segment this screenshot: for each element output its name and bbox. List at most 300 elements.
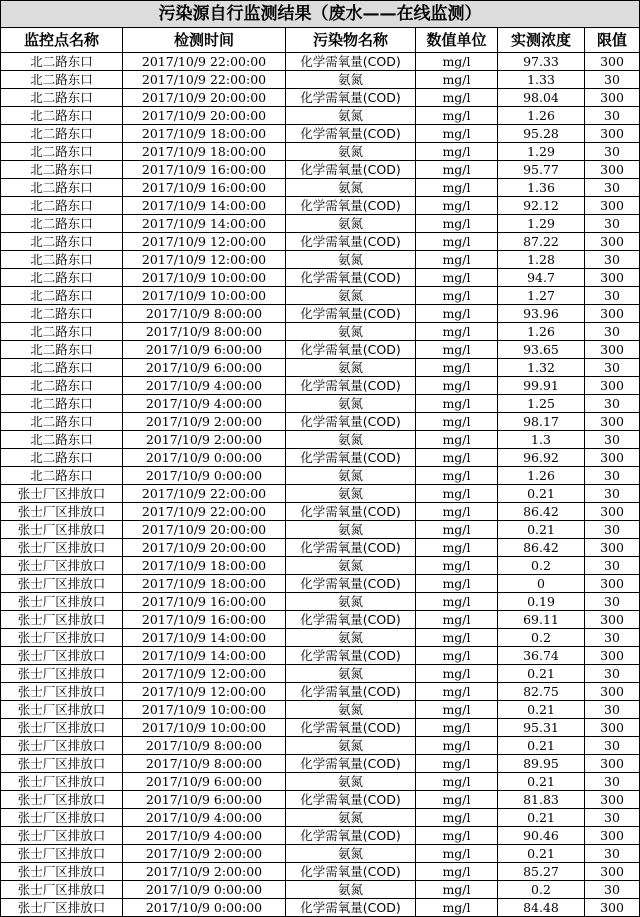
cell-unit: mg/l xyxy=(416,323,498,341)
header-pollutant: 污染物名称 xyxy=(286,28,416,53)
cell-limit: 30 xyxy=(585,179,640,197)
cell-site: 张士厂区排放口 xyxy=(1,755,123,773)
header-row xyxy=(1,28,640,53)
table-row xyxy=(1,629,640,647)
cell-value: 1.25 xyxy=(498,395,585,413)
cell-time: 2017/10/9 18:00:00 xyxy=(123,575,286,593)
cell-site: 张士厂区排放口 xyxy=(1,827,123,845)
table-row xyxy=(1,233,640,251)
cell-site: 张士厂区排放口 xyxy=(1,845,123,863)
table-row xyxy=(1,863,640,881)
cell-time: 2017/10/9 22:00:00 xyxy=(123,71,286,89)
cell-unit: mg/l xyxy=(416,377,498,395)
cell-pollutant: 氨氮 xyxy=(286,395,416,413)
cell-unit: mg/l xyxy=(416,701,498,719)
cell-unit: mg/l xyxy=(416,161,498,179)
table-row xyxy=(1,809,640,827)
table-row xyxy=(1,305,640,323)
cell-unit: mg/l xyxy=(416,863,498,881)
cell-value: 1.26 xyxy=(498,107,585,125)
cell-pollutant: 化学需氧量(COD) xyxy=(286,161,416,179)
cell-value: 0.21 xyxy=(498,845,585,863)
header-unit: 数值单位 xyxy=(416,28,498,53)
cell-limit: 300 xyxy=(585,125,640,143)
cell-limit: 300 xyxy=(585,233,640,251)
cell-unit: mg/l xyxy=(416,773,498,791)
cell-value: 0.21 xyxy=(498,665,585,683)
cell-time: 2017/10/9 4:00:00 xyxy=(123,377,286,395)
table-row xyxy=(1,683,640,701)
table-row xyxy=(1,431,640,449)
cell-site: 北二路东口 xyxy=(1,287,123,305)
cell-value: 98.17 xyxy=(498,413,585,431)
cell-site: 北二路东口 xyxy=(1,143,123,161)
cell-value: 95.31 xyxy=(498,719,585,737)
cell-time: 2017/10/9 8:00:00 xyxy=(123,323,286,341)
cell-pollutant: 氨氮 xyxy=(286,773,416,791)
cell-pollutant: 化学需氧量(COD) xyxy=(286,305,416,323)
cell-limit: 300 xyxy=(585,683,640,701)
cell-unit: mg/l xyxy=(416,125,498,143)
cell-value: 69.11 xyxy=(498,611,585,629)
cell-limit: 30 xyxy=(585,71,640,89)
cell-pollutant: 氨氮 xyxy=(286,665,416,683)
cell-site: 张士厂区排放口 xyxy=(1,629,123,647)
cell-pollutant: 化学需氧量(COD) xyxy=(286,539,416,557)
cell-value: 82.75 xyxy=(498,683,585,701)
cell-site: 张士厂区排放口 xyxy=(1,521,123,539)
cell-unit: mg/l xyxy=(416,719,498,737)
cell-unit: mg/l xyxy=(416,503,498,521)
cell-pollutant: 化学需氧量(COD) xyxy=(286,899,416,917)
cell-pollutant: 氨氮 xyxy=(286,287,416,305)
cell-time: 2017/10/9 2:00:00 xyxy=(123,845,286,863)
cell-pollutant: 氨氮 xyxy=(286,323,416,341)
cell-site: 张士厂区排放口 xyxy=(1,557,123,575)
cell-pollutant: 化学需氧量(COD) xyxy=(286,341,416,359)
cell-limit: 30 xyxy=(585,485,640,503)
cell-time: 2017/10/9 16:00:00 xyxy=(123,179,286,197)
cell-limit: 30 xyxy=(585,773,640,791)
cell-time: 2017/10/9 2:00:00 xyxy=(123,863,286,881)
cell-site: 张士厂区排放口 xyxy=(1,575,123,593)
table-row xyxy=(1,539,640,557)
cell-unit: mg/l xyxy=(416,431,498,449)
cell-pollutant: 化学需氧量(COD) xyxy=(286,647,416,665)
table-row xyxy=(1,899,640,917)
cell-time: 2017/10/9 16:00:00 xyxy=(123,161,286,179)
table-row xyxy=(1,251,640,269)
cell-limit: 30 xyxy=(585,881,640,899)
cell-pollutant: 氨氮 xyxy=(286,593,416,611)
cell-unit: mg/l xyxy=(416,251,498,269)
cell-time: 2017/10/9 12:00:00 xyxy=(123,683,286,701)
cell-site: 北二路东口 xyxy=(1,53,123,71)
cell-value: 1.3 xyxy=(498,431,585,449)
cell-pollutant: 化学需氧量(COD) xyxy=(286,827,416,845)
cell-unit: mg/l xyxy=(416,467,498,485)
cell-value: 1.36 xyxy=(498,179,585,197)
cell-value: 0.21 xyxy=(498,521,585,539)
cell-site: 北二路东口 xyxy=(1,161,123,179)
table-row xyxy=(1,89,640,107)
cell-value: 1.29 xyxy=(498,215,585,233)
cell-value: 0.2 xyxy=(498,557,585,575)
cell-unit: mg/l xyxy=(416,305,498,323)
table-row xyxy=(1,287,640,305)
cell-limit: 30 xyxy=(585,809,640,827)
cell-unit: mg/l xyxy=(416,107,498,125)
cell-unit: mg/l xyxy=(416,611,498,629)
cell-time: 2017/10/9 6:00:00 xyxy=(123,341,286,359)
cell-time: 2017/10/9 16:00:00 xyxy=(123,593,286,611)
cell-unit: mg/l xyxy=(416,593,498,611)
cell-limit: 30 xyxy=(585,629,640,647)
cell-time: 2017/10/9 10:00:00 xyxy=(123,719,286,737)
cell-limit: 300 xyxy=(585,161,640,179)
cell-value: 1.29 xyxy=(498,143,585,161)
cell-limit: 300 xyxy=(585,53,640,71)
cell-limit: 30 xyxy=(585,359,640,377)
cell-pollutant: 氨氮 xyxy=(286,845,416,863)
cell-unit: mg/l xyxy=(416,71,498,89)
cell-unit: mg/l xyxy=(416,791,498,809)
table-row xyxy=(1,323,640,341)
cell-time: 2017/10/9 6:00:00 xyxy=(123,359,286,377)
cell-value: 90.46 xyxy=(498,827,585,845)
table-row xyxy=(1,737,640,755)
cell-time: 2017/10/9 10:00:00 xyxy=(123,287,286,305)
cell-pollutant: 氨氮 xyxy=(286,557,416,575)
cell-time: 2017/10/9 16:00:00 xyxy=(123,611,286,629)
cell-value: 99.91 xyxy=(498,377,585,395)
cell-value: 93.65 xyxy=(498,341,585,359)
cell-pollutant: 化学需氧量(COD) xyxy=(286,719,416,737)
table-row xyxy=(1,485,640,503)
cell-value: 96.92 xyxy=(498,449,585,467)
cell-time: 2017/10/9 8:00:00 xyxy=(123,755,286,773)
cell-site: 北二路东口 xyxy=(1,305,123,323)
cell-pollutant: 氨氮 xyxy=(286,107,416,125)
cell-site: 张士厂区排放口 xyxy=(1,665,123,683)
cell-pollutant: 化学需氧量(COD) xyxy=(286,575,416,593)
cell-time: 2017/10/9 12:00:00 xyxy=(123,233,286,251)
table-row xyxy=(1,881,640,899)
cell-value: 1.26 xyxy=(498,323,585,341)
cell-site: 北二路东口 xyxy=(1,269,123,287)
cell-pollutant: 化学需氧量(COD) xyxy=(286,791,416,809)
cell-time: 2017/10/9 14:00:00 xyxy=(123,197,286,215)
cell-value: 92.12 xyxy=(498,197,585,215)
cell-site: 北二路东口 xyxy=(1,359,123,377)
cell-value: 0.2 xyxy=(498,881,585,899)
cell-limit: 30 xyxy=(585,251,640,269)
cell-unit: mg/l xyxy=(416,809,498,827)
cell-time: 2017/10/9 18:00:00 xyxy=(123,557,286,575)
cell-pollutant: 氨氮 xyxy=(286,809,416,827)
cell-value: 89.95 xyxy=(498,755,585,773)
cell-unit: mg/l xyxy=(416,683,498,701)
cell-site: 北二路东口 xyxy=(1,197,123,215)
cell-time: 2017/10/9 0:00:00 xyxy=(123,467,286,485)
header-limit: 限值 xyxy=(585,28,640,53)
table-row xyxy=(1,773,640,791)
cell-limit: 30 xyxy=(585,665,640,683)
cell-site: 北二路东口 xyxy=(1,323,123,341)
cell-unit: mg/l xyxy=(416,359,498,377)
cell-time: 2017/10/9 8:00:00 xyxy=(123,737,286,755)
header-time: 检测时间 xyxy=(123,28,286,53)
cell-value: 97.33 xyxy=(498,53,585,71)
table-row xyxy=(1,791,640,809)
cell-unit: mg/l xyxy=(416,647,498,665)
cell-limit: 30 xyxy=(585,593,640,611)
cell-pollutant: 化学需氧量(COD) xyxy=(286,53,416,71)
cell-pollutant: 氨氮 xyxy=(286,143,416,161)
cell-pollutant: 氨氮 xyxy=(286,521,416,539)
table-row xyxy=(1,377,640,395)
table-row xyxy=(1,197,640,215)
table-row xyxy=(1,179,640,197)
cell-pollutant: 氨氮 xyxy=(286,215,416,233)
cell-time: 2017/10/9 20:00:00 xyxy=(123,107,286,125)
table-row xyxy=(1,557,640,575)
cell-time: 2017/10/9 2:00:00 xyxy=(123,413,286,431)
cell-unit: mg/l xyxy=(416,269,498,287)
cell-unit: mg/l xyxy=(416,215,498,233)
cell-unit: mg/l xyxy=(416,575,498,593)
cell-time: 2017/10/9 14:00:00 xyxy=(123,647,286,665)
cell-time: 2017/10/9 14:00:00 xyxy=(123,629,286,647)
cell-pollutant: 化学需氧量(COD) xyxy=(286,125,416,143)
cell-site: 张士厂区排放口 xyxy=(1,773,123,791)
cell-site: 张士厂区排放口 xyxy=(1,791,123,809)
cell-limit: 300 xyxy=(585,755,640,773)
cell-limit: 300 xyxy=(585,719,640,737)
cell-time: 2017/10/9 22:00:00 xyxy=(123,485,286,503)
cell-time: 2017/10/9 20:00:00 xyxy=(123,521,286,539)
cell-limit: 300 xyxy=(585,611,640,629)
cell-pollutant: 化学需氧量(COD) xyxy=(286,89,416,107)
table-row xyxy=(1,341,640,359)
cell-time: 2017/10/9 0:00:00 xyxy=(123,881,286,899)
cell-site: 北二路东口 xyxy=(1,431,123,449)
cell-unit: mg/l xyxy=(416,485,498,503)
cell-site: 北二路东口 xyxy=(1,395,123,413)
cell-time: 2017/10/9 12:00:00 xyxy=(123,251,286,269)
cell-pollutant: 化学需氧量(COD) xyxy=(286,611,416,629)
table-row xyxy=(1,143,640,161)
cell-value: 94.7 xyxy=(498,269,585,287)
cell-site: 北二路东口 xyxy=(1,449,123,467)
cell-limit: 30 xyxy=(585,107,640,125)
table-row xyxy=(1,413,640,431)
table-row xyxy=(1,53,640,71)
cell-time: 2017/10/9 2:00:00 xyxy=(123,431,286,449)
cell-site: 张士厂区排放口 xyxy=(1,683,123,701)
cell-time: 2017/10/9 14:00:00 xyxy=(123,215,286,233)
cell-time: 2017/10/9 8:00:00 xyxy=(123,305,286,323)
table-row xyxy=(1,71,640,89)
cell-unit: mg/l xyxy=(416,233,498,251)
cell-pollutant: 氨氮 xyxy=(286,359,416,377)
cell-site: 张士厂区排放口 xyxy=(1,485,123,503)
cell-limit: 300 xyxy=(585,899,640,917)
cell-limit: 30 xyxy=(585,395,640,413)
cell-pollutant: 化学需氧量(COD) xyxy=(286,413,416,431)
cell-limit: 300 xyxy=(585,305,640,323)
cell-value: 0 xyxy=(498,575,585,593)
cell-value: 93.96 xyxy=(498,305,585,323)
cell-time: 2017/10/9 0:00:00 xyxy=(123,899,286,917)
cell-unit: mg/l xyxy=(416,89,498,107)
table-row xyxy=(1,395,640,413)
cell-limit: 30 xyxy=(585,701,640,719)
cell-limit: 30 xyxy=(585,467,640,485)
cell-site: 北二路东口 xyxy=(1,125,123,143)
cell-time: 2017/10/9 12:00:00 xyxy=(123,665,286,683)
cell-limit: 300 xyxy=(585,647,640,665)
cell-limit: 30 xyxy=(585,287,640,305)
cell-limit: 300 xyxy=(585,503,640,521)
cell-unit: mg/l xyxy=(416,557,498,575)
cell-site: 北二路东口 xyxy=(1,179,123,197)
table-row xyxy=(1,647,640,665)
cell-unit: mg/l xyxy=(416,449,498,467)
cell-pollutant: 化学需氧量(COD) xyxy=(286,503,416,521)
cell-value: 95.28 xyxy=(498,125,585,143)
cell-time: 2017/10/9 4:00:00 xyxy=(123,809,286,827)
cell-site: 张士厂区排放口 xyxy=(1,863,123,881)
table-row xyxy=(1,575,640,593)
cell-limit: 300 xyxy=(585,539,640,557)
cell-site: 北二路东口 xyxy=(1,89,123,107)
cell-limit: 30 xyxy=(585,431,640,449)
cell-unit: mg/l xyxy=(416,197,498,215)
cell-value: 95.77 xyxy=(498,161,585,179)
cell-pollutant: 氨氮 xyxy=(286,485,416,503)
cell-unit: mg/l xyxy=(416,665,498,683)
cell-time: 2017/10/9 18:00:00 xyxy=(123,143,286,161)
cell-limit: 300 xyxy=(585,413,640,431)
cell-site: 张士厂区排放口 xyxy=(1,899,123,917)
cell-value: 84.48 xyxy=(498,899,585,917)
cell-value: 81.83 xyxy=(498,791,585,809)
cell-pollutant: 化学需氧量(COD) xyxy=(286,269,416,287)
cell-unit: mg/l xyxy=(416,521,498,539)
cell-limit: 300 xyxy=(585,341,640,359)
table-row xyxy=(1,845,640,863)
cell-time: 2017/10/9 20:00:00 xyxy=(123,89,286,107)
cell-value: 1.28 xyxy=(498,251,585,269)
cell-limit: 30 xyxy=(585,215,640,233)
cell-pollutant: 化学需氧量(COD) xyxy=(286,863,416,881)
cell-site: 北二路东口 xyxy=(1,251,123,269)
cell-unit: mg/l xyxy=(416,539,498,557)
cell-time: 2017/10/9 22:00:00 xyxy=(123,503,286,521)
cell-limit: 30 xyxy=(585,521,640,539)
table-row xyxy=(1,611,640,629)
cell-site: 北二路东口 xyxy=(1,215,123,233)
cell-unit: mg/l xyxy=(416,341,498,359)
table-body xyxy=(1,53,640,917)
cell-site: 张士厂区排放口 xyxy=(1,881,123,899)
cell-time: 2017/10/9 4:00:00 xyxy=(123,827,286,845)
cell-site: 北二路东口 xyxy=(1,107,123,125)
cell-unit: mg/l xyxy=(416,395,498,413)
cell-pollutant: 氨氮 xyxy=(286,701,416,719)
cell-time: 2017/10/9 20:00:00 xyxy=(123,539,286,557)
cell-unit: mg/l xyxy=(416,881,498,899)
cell-site: 北二路东口 xyxy=(1,467,123,485)
table-row xyxy=(1,359,640,377)
cell-value: 0.2 xyxy=(498,629,585,647)
cell-limit: 300 xyxy=(585,791,640,809)
cell-unit: mg/l xyxy=(416,143,498,161)
table-row xyxy=(1,107,640,125)
cell-time: 2017/10/9 6:00:00 xyxy=(123,791,286,809)
cell-limit: 300 xyxy=(585,197,640,215)
cell-unit: mg/l xyxy=(416,413,498,431)
cell-value: 1.27 xyxy=(498,287,585,305)
cell-pollutant: 化学需氧量(COD) xyxy=(286,449,416,467)
table-row xyxy=(1,467,640,485)
cell-time: 2017/10/9 18:00:00 xyxy=(123,125,286,143)
cell-time: 2017/10/9 0:00:00 xyxy=(123,449,286,467)
cell-limit: 300 xyxy=(585,449,640,467)
cell-unit: mg/l xyxy=(416,845,498,863)
cell-limit: 300 xyxy=(585,827,640,845)
header-site: 监控点名称 xyxy=(1,28,123,53)
cell-pollutant: 化学需氧量(COD) xyxy=(286,197,416,215)
table-row xyxy=(1,701,640,719)
cell-time: 2017/10/9 10:00:00 xyxy=(123,269,286,287)
cell-site: 张士厂区排放口 xyxy=(1,503,123,521)
cell-unit: mg/l xyxy=(416,179,498,197)
table-row xyxy=(1,161,640,179)
cell-value: 86.42 xyxy=(498,539,585,557)
table-row xyxy=(1,719,640,737)
table-row xyxy=(1,269,640,287)
cell-unit: mg/l xyxy=(416,827,498,845)
cell-unit: mg/l xyxy=(416,899,498,917)
table-row xyxy=(1,755,640,773)
table-row xyxy=(1,827,640,845)
cell-value: 0.21 xyxy=(498,701,585,719)
cell-time: 2017/10/9 22:00:00 xyxy=(123,53,286,71)
cell-value: 1.26 xyxy=(498,467,585,485)
cell-limit: 30 xyxy=(585,845,640,863)
cell-site: 张士厂区排放口 xyxy=(1,809,123,827)
cell-unit: mg/l xyxy=(416,755,498,773)
cell-site: 张士厂区排放口 xyxy=(1,701,123,719)
cell-unit: mg/l xyxy=(416,737,498,755)
cell-value: 0.21 xyxy=(498,485,585,503)
cell-pollutant: 化学需氧量(COD) xyxy=(286,755,416,773)
table-row xyxy=(1,593,640,611)
cell-pollutant: 化学需氧量(COD) xyxy=(286,233,416,251)
cell-site: 张士厂区排放口 xyxy=(1,539,123,557)
cell-value: 86.42 xyxy=(498,503,585,521)
cell-value: 87.22 xyxy=(498,233,585,251)
cell-limit: 300 xyxy=(585,863,640,881)
cell-pollutant: 氨氮 xyxy=(286,467,416,485)
cell-pollutant: 氨氮 xyxy=(286,251,416,269)
cell-limit: 300 xyxy=(585,89,640,107)
cell-pollutant: 氨氮 xyxy=(286,629,416,647)
cell-value: 85.27 xyxy=(498,863,585,881)
cell-site: 北二路东口 xyxy=(1,377,123,395)
